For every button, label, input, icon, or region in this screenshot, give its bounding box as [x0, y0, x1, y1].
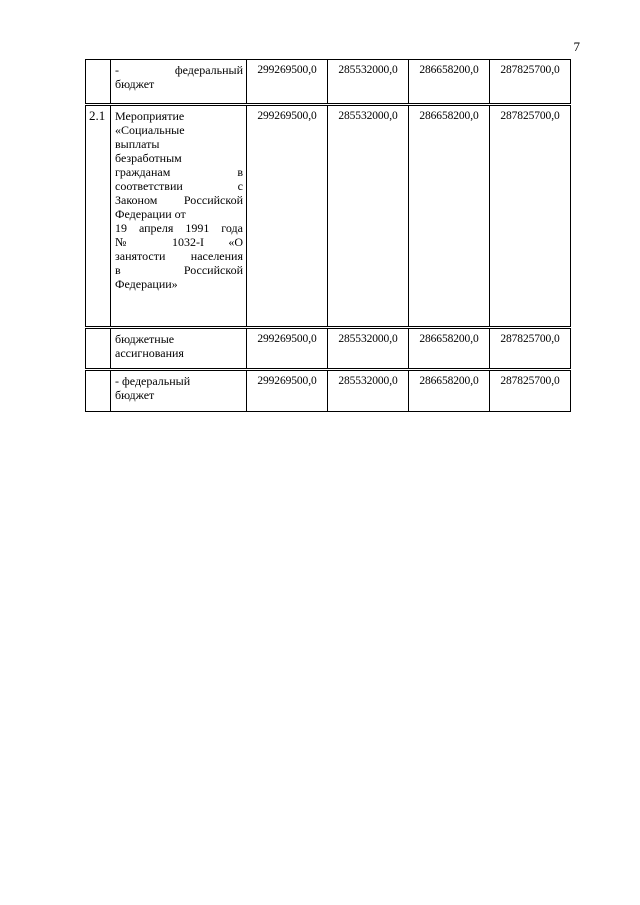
row-name-line: бюджетные — [115, 332, 175, 346]
row-name-line: выплаты — [115, 137, 160, 151]
value-cell: 287825700,0 — [490, 105, 571, 328]
value-cell: 285532000,0 — [328, 328, 409, 370]
row-name-line: № 1032-I «О — [115, 235, 243, 249]
value-cell: 285532000,0 — [328, 370, 409, 412]
value-cell: 299269500,0 — [247, 328, 328, 370]
row-name-line: 19 апреля 1991 года — [115, 221, 243, 235]
row-number-cell: 2.1 — [86, 105, 111, 328]
value-cell: 286658200,0 — [409, 105, 490, 328]
value-cell: 287825700,0 — [490, 370, 571, 412]
row-name-cell — [111, 105, 247, 328]
value-cell: 287825700,0 — [490, 60, 571, 105]
value-cell: 285532000,0 — [328, 60, 409, 105]
row-number-cell — [86, 370, 111, 412]
row-name-cell — [111, 370, 247, 412]
row-name-line: Законом Российской — [115, 193, 243, 207]
value-cell: 285532000,0 — [328, 105, 409, 328]
table-row — [86, 105, 571, 328]
row-name-line: Федерации от — [115, 207, 186, 221]
row-number-cell — [86, 328, 111, 370]
row-name-line: соответствии с — [115, 179, 243, 193]
value-cell: 286658200,0 — [409, 370, 490, 412]
table-row — [86, 60, 571, 105]
value-cell: 299269500,0 — [247, 370, 328, 412]
row-name-line: в Российской — [115, 263, 243, 277]
row-name-line: «Социальные — [115, 123, 185, 137]
row-name-cell — [111, 60, 247, 105]
budget-table — [85, 59, 571, 412]
row-name-line: занятости населения — [115, 249, 243, 263]
row-name-line: безработным — [115, 151, 182, 165]
value-cell: 299269500,0 — [247, 60, 328, 105]
row-number-cell — [86, 60, 111, 105]
row-name-cell — [111, 328, 247, 370]
row-name-line: бюджет — [115, 388, 155, 402]
value-cell: 286658200,0 — [409, 328, 490, 370]
value-cell: 286658200,0 — [409, 60, 490, 105]
table-row — [86, 328, 571, 370]
row-name-line: ассигнования — [115, 346, 184, 360]
value-cell: 287825700,0 — [490, 328, 571, 370]
row-name-line: - федеральный — [115, 374, 191, 388]
row-name-line: Федерации» — [115, 277, 178, 291]
row-name-line: Мероприятие — [115, 109, 185, 123]
row-name-line: бюджет — [115, 77, 155, 91]
page-number: 7 — [573, 39, 580, 54]
table-row — [86, 370, 571, 412]
row-name-line: - федеральный — [115, 63, 243, 77]
row-name-line: гражданам в — [115, 165, 243, 179]
value-cell: 299269500,0 — [247, 105, 328, 328]
